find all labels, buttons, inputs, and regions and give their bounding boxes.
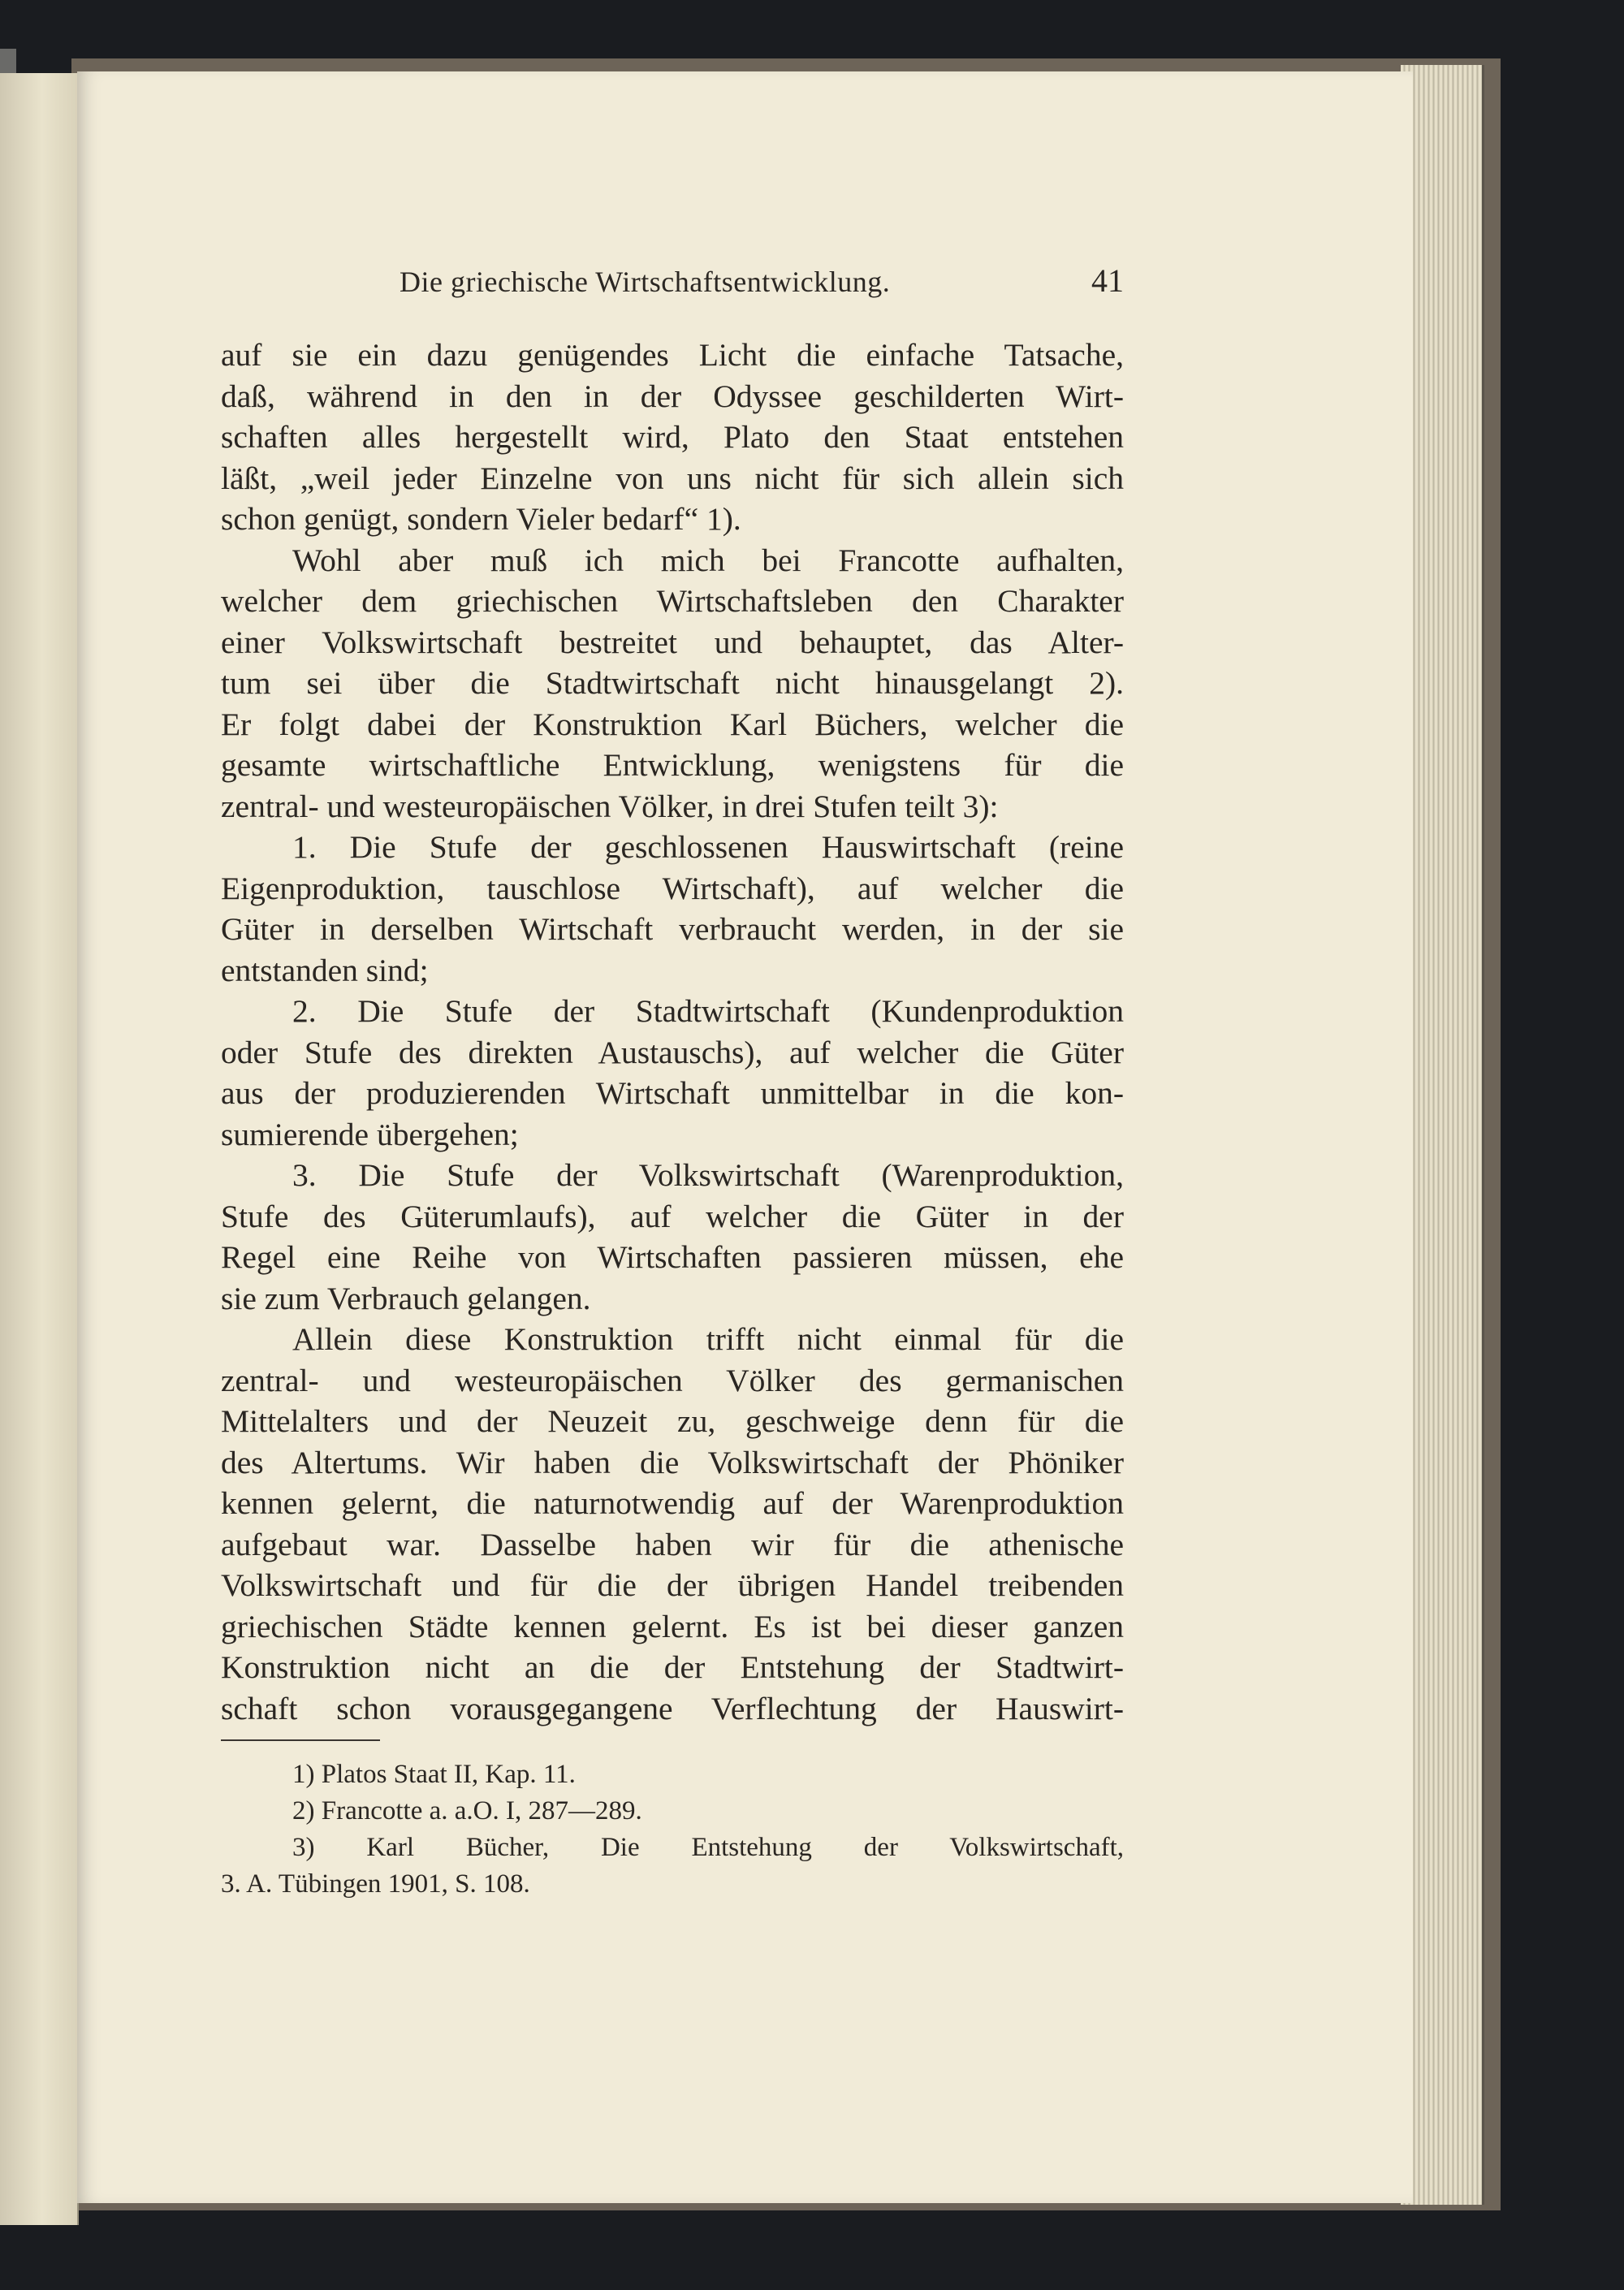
text-line: kennen gelernt, die naturnotwendig auf der Warenproduktion	[221, 1485, 1124, 1521]
text-line: gesamte wirtschaftliche Entwicklung, wenigstens für die	[221, 747, 1124, 783]
page-stack-edge	[1401, 65, 1484, 2205]
text-line: welcher dem griechischen Wirtschaftsleben den Charakter	[221, 583, 1124, 619]
page-header	[221, 262, 1124, 310]
text-line: 1. Die Stufe der geschlossenen Hauswirtschaft (reine	[292, 829, 1124, 865]
text-line: tum sei über die Stadtwirtschaft nicht hinausgelangt 2).	[221, 665, 1124, 701]
text-line: Konstruktion nicht an die der Entstehung der Stadtwirt-	[221, 1649, 1124, 1685]
text-line: auf sie ein dazu genügendes Licht die einfache Tatsache,	[221, 337, 1124, 373]
footnote-2: 2) Francotte a. a.O. I, 287—289.	[292, 1796, 642, 1826]
text-line: aufgebaut war. Dasselbe haben wir für die athenische	[221, 1526, 1124, 1562]
facing-page-edge	[0, 73, 79, 2225]
text-line: Allein diese Konstruktion trifft nicht einmal für die	[292, 1321, 1124, 1357]
text-line: Mittelalters und der Neuzeit zu, geschweige denn für die	[221, 1403, 1124, 1439]
text-line: aus der produzierenden Wirtschaft unmittelbar in die kon-	[221, 1075, 1124, 1111]
text-line: läßt, „weil jeder Einzelne von uns nicht für sich allein sich	[221, 460, 1124, 496]
text-line: Eigenproduktion, tauschlose Wirtschaft), auf welcher die	[221, 870, 1124, 906]
text-line: oder Stufe des direkten Austauschs), auf welcher die Güter	[221, 1034, 1124, 1070]
text-line: schon genügt, sondern Vieler bedarf“ 1).	[221, 501, 741, 537]
text-line: Güter in derselben Wirtschaft verbraucht werden, in der sie	[221, 911, 1124, 947]
text-line: des Altertums. Wir haben die Volkswirtschaft der Phöniker	[221, 1444, 1124, 1480]
text-line: daß, während in den in der Odyssee geschilderten Wirt-	[221, 378, 1124, 414]
text-line: 2. Die Stufe der Stadtwirtschaft (Kundenproduktion	[292, 993, 1124, 1029]
text-line: schaften alles hergestellt wird, Plato den Staat entstehen	[221, 419, 1124, 455]
text-line: Regel eine Reihe von Wirtschaften passieren müssen, ehe	[221, 1239, 1124, 1275]
text-line: entstanden sind;	[221, 952, 429, 988]
text-line: zentral- und westeuropäischen Völker, in drei Stufen teilt 3):	[221, 788, 999, 824]
text-line: schaft schon vorausgegangene Verflechtung der Hauswirt-	[221, 1690, 1124, 1726]
body-text	[221, 335, 1124, 1729]
text-line: griechischen Städte kennen gelernt. Es ist bei dieser ganzen	[221, 1608, 1124, 1644]
footnote-1: 1) Platos Staat II, Kap. 11.	[292, 1760, 576, 1789]
page-number: 41	[1091, 262, 1124, 299]
text-line: Stufe des Güterumlaufs), auf welcher die Güter in der	[221, 1198, 1124, 1234]
running-title: Die griechische Wirtschaftsentwicklung.	[400, 266, 891, 298]
text-line: 3. Die Stufe der Volkswirtschaft (Warenproduktion,	[292, 1157, 1124, 1193]
text-line: zentral- und westeuropäischen Völker des germanischen	[221, 1362, 1124, 1398]
text-line: Volkswirtschaft und für die der übrigen Handel treibenden	[221, 1567, 1124, 1603]
footnotes	[221, 1756, 1124, 1903]
text-line: einer Volkswirtschaft bestreitet und behauptet, das Alter-	[221, 624, 1124, 660]
footnote-rule	[221, 1739, 380, 1741]
footnote-3-continued: 3. A. Tübingen 1901, S. 108.	[221, 1869, 530, 1899]
text-line: Er folgt dabei der Konstruktion Karl Büchers, welcher die	[221, 706, 1124, 742]
text-line: Wohl aber muß ich mich bei Francotte aufhalten,	[292, 542, 1124, 578]
footnote-3: 3) Karl Bücher, Die Entstehung der Volkswirtschaft,	[292, 1833, 1124, 1862]
text-line: sumierende übergehen;	[221, 1116, 519, 1152]
text-line: sie zum Verbrauch gelangen.	[221, 1280, 591, 1316]
